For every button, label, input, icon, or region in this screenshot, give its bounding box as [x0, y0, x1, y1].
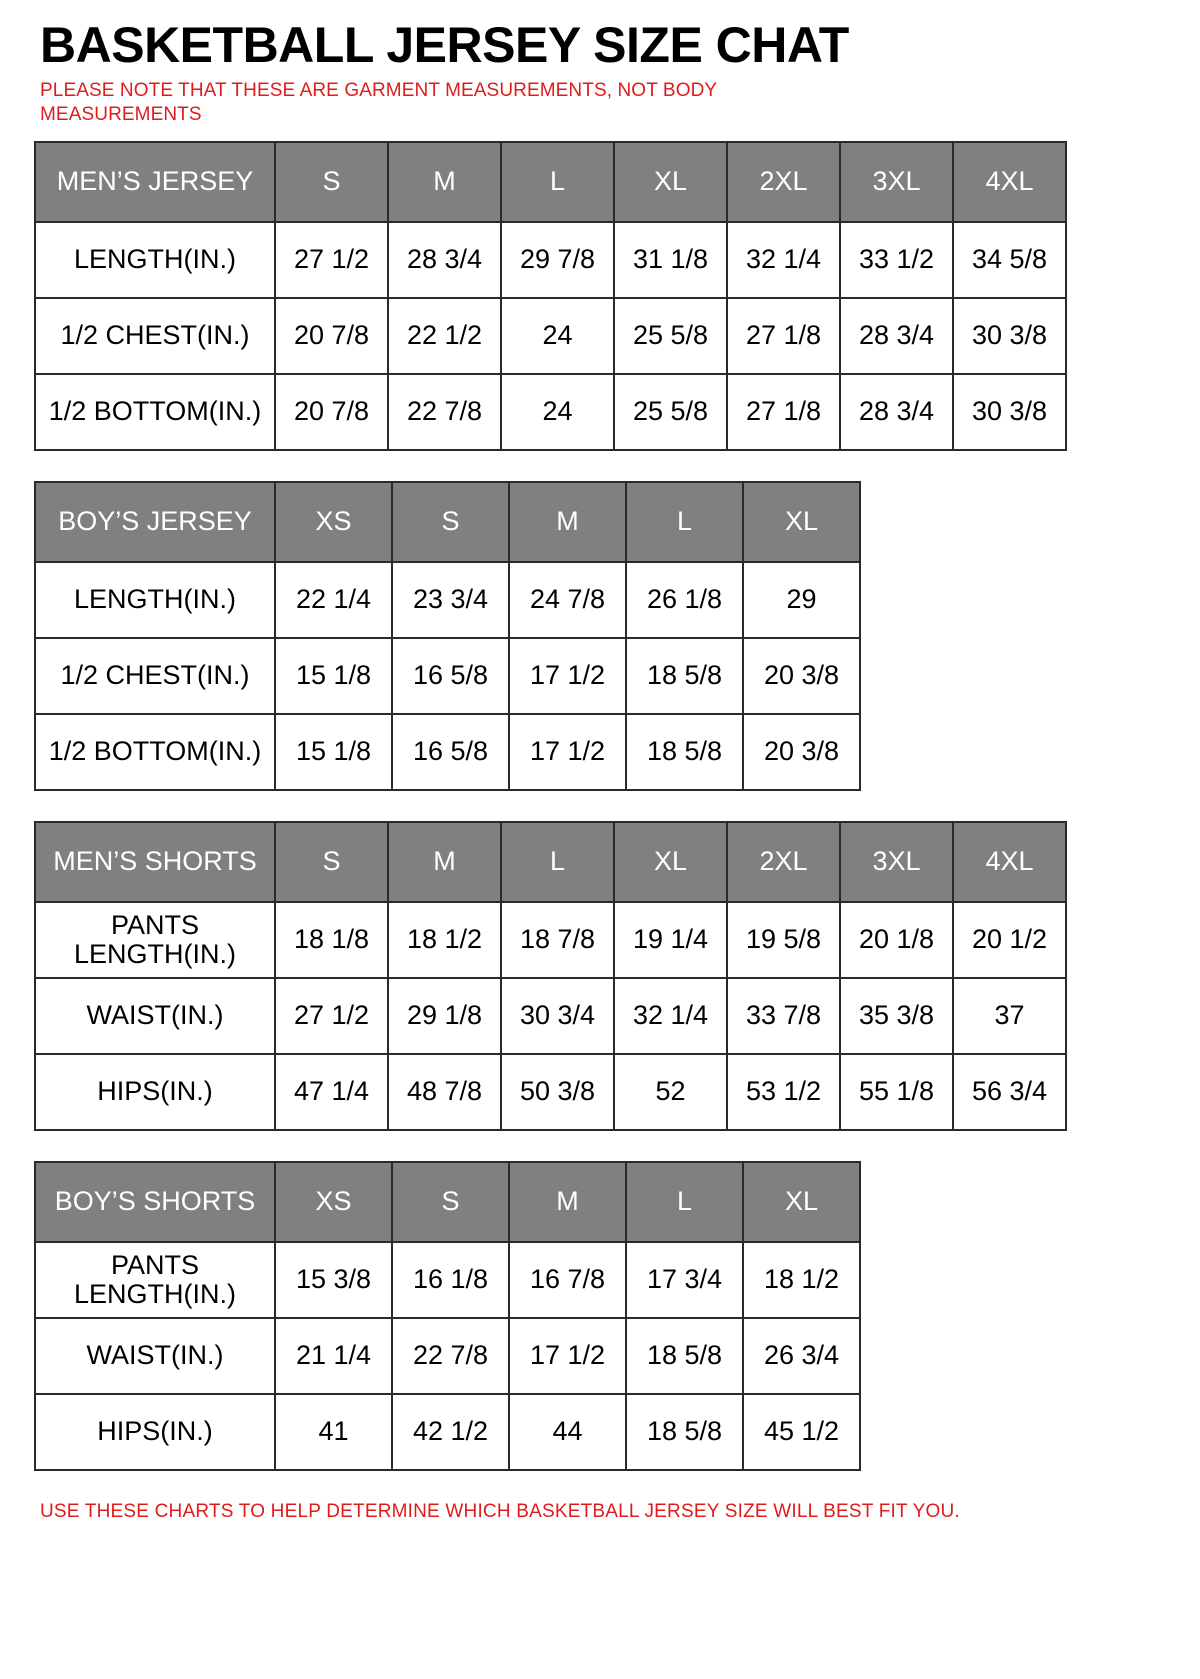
measurement-value: 17 1/2 — [509, 714, 626, 790]
measurement-label: LENGTH(IN.) — [35, 222, 275, 298]
measurement-label: 1/2 CHEST(IN.) — [35, 638, 275, 714]
table-row — [35, 1318, 860, 1394]
measurement-note: PLEASE NOTE THAT THESE ARE GARMENT MEASUREMENTS, NOT BODY MEASUREMENTS — [40, 80, 717, 125]
measurement-value: 18 5/8 — [626, 1318, 743, 1394]
table-header-row — [35, 142, 1066, 222]
measurement-label: PANTS LENGTH(IN.) — [35, 1242, 275, 1318]
table-row — [35, 374, 1066, 450]
size-header-cell: M — [388, 822, 501, 902]
measurement-value: 35 3/8 — [840, 978, 953, 1054]
measurement-value: 18 1/8 — [275, 902, 388, 978]
size-header-cell: S — [392, 1162, 509, 1242]
size-header-cell: 4XL — [953, 822, 1066, 902]
table-header-row — [35, 1162, 860, 1242]
table-title-cell: MEN’S JERSEY — [35, 142, 275, 222]
size-header-cell: S — [392, 482, 509, 562]
measurement-value: 42 1/2 — [392, 1394, 509, 1470]
measurement-value: 30 3/8 — [953, 374, 1066, 450]
measurement-value: 26 1/8 — [626, 562, 743, 638]
measurement-label: 1/2 BOTTOM(IN.) — [35, 714, 275, 790]
measurement-label: PANTS LENGTH(IN.) — [35, 902, 275, 978]
measurement-value: 48 7/8 — [388, 1054, 501, 1130]
table-row — [35, 714, 860, 790]
size-header-cell: XL — [614, 142, 727, 222]
measurement-value: 32 1/4 — [614, 978, 727, 1054]
size-header-cell: XS — [275, 1162, 392, 1242]
measurement-label: 1/2 CHEST(IN.) — [35, 298, 275, 374]
footer-note: USE THESE CHARTS TO HELP DETERMINE WHICH BASKETBALL JERSEY SIZE WILL BEST FIT YOU. — [40, 1500, 960, 1522]
measurement-value: 20 3/8 — [743, 714, 860, 790]
measurement-value: 45 1/2 — [743, 1394, 860, 1470]
measurement-value: 24 7/8 — [509, 562, 626, 638]
measurement-value: 19 1/4 — [614, 902, 727, 978]
table-row — [35, 902, 1066, 978]
size-header-cell: XL — [743, 482, 860, 562]
measurement-value: 22 7/8 — [392, 1318, 509, 1394]
measurement-value: 33 1/2 — [840, 222, 953, 298]
measurement-value: 16 5/8 — [392, 714, 509, 790]
table-row — [35, 298, 1066, 374]
measurement-value: 34 5/8 — [953, 222, 1066, 298]
measurement-value: 16 5/8 — [392, 638, 509, 714]
table-title-cell: MEN’S SHORTS — [35, 822, 275, 902]
measurement-value: 27 1/8 — [727, 298, 840, 374]
table-row — [35, 1242, 860, 1318]
measurement-value: 29 — [743, 562, 860, 638]
size-header-cell: S — [275, 822, 388, 902]
measurement-value: 29 7/8 — [501, 222, 614, 298]
measurement-value: 15 3/8 — [275, 1242, 392, 1318]
measurement-value: 55 1/8 — [840, 1054, 953, 1130]
size-header-cell: XL — [614, 822, 727, 902]
measurement-value: 23 3/4 — [392, 562, 509, 638]
table-row — [35, 1054, 1066, 1130]
size-header-cell: 2XL — [727, 822, 840, 902]
size-header-cell: L — [626, 1162, 743, 1242]
measurement-value: 53 1/2 — [727, 1054, 840, 1130]
measurement-value: 27 1/8 — [727, 374, 840, 450]
table-title-cell: BOY’S JERSEY — [35, 482, 275, 562]
size-header-cell: L — [501, 142, 614, 222]
measurement-value: 27 1/2 — [275, 978, 388, 1054]
measurement-value: 16 7/8 — [509, 1242, 626, 1318]
measurement-value: 24 — [501, 298, 614, 374]
measurement-value: 50 3/8 — [501, 1054, 614, 1130]
measurement-value: 24 — [501, 374, 614, 450]
table-mens-shorts — [34, 821, 1067, 1131]
measurement-value: 20 1/2 — [953, 902, 1066, 978]
measurement-label: WAIST(IN.) — [35, 1318, 275, 1394]
measurement-value: 18 1/2 — [743, 1242, 860, 1318]
measurement-label: 1/2 BOTTOM(IN.) — [35, 374, 275, 450]
measurement-value: 18 5/8 — [626, 714, 743, 790]
measurement-value: 22 7/8 — [388, 374, 501, 450]
measurement-value: 15 1/8 — [275, 714, 392, 790]
table-row — [35, 222, 1066, 298]
table-boys-shorts — [34, 1161, 861, 1471]
measurement-value: 16 1/8 — [392, 1242, 509, 1318]
measurement-value: 18 5/8 — [626, 638, 743, 714]
measurement-value: 15 1/8 — [275, 638, 392, 714]
measurement-label: HIPS(IN.) — [35, 1054, 275, 1130]
size-header-cell: XL — [743, 1162, 860, 1242]
size-header-cell: 3XL — [840, 142, 953, 222]
measurement-value: 41 — [275, 1394, 392, 1470]
measurement-value: 19 5/8 — [727, 902, 840, 978]
measurement-value: 20 1/8 — [840, 902, 953, 978]
measurement-value: 52 — [614, 1054, 727, 1130]
measurement-value: 26 3/4 — [743, 1318, 860, 1394]
measurement-value: 18 5/8 — [626, 1394, 743, 1470]
measurement-value: 20 7/8 — [275, 298, 388, 374]
table-title-cell: BOY’S SHORTS — [35, 1162, 275, 1242]
measurement-label: LENGTH(IN.) — [35, 562, 275, 638]
size-header-cell: 2XL — [727, 142, 840, 222]
measurement-value: 47 1/4 — [275, 1054, 388, 1130]
table-mens-jersey — [34, 141, 1067, 451]
measurement-value: 18 1/2 — [388, 902, 501, 978]
measurement-value: 25 5/8 — [614, 374, 727, 450]
size-header-cell: M — [509, 482, 626, 562]
table-row — [35, 562, 860, 638]
measurement-label: WAIST(IN.) — [35, 978, 275, 1054]
size-header-cell: M — [388, 142, 501, 222]
table-row — [35, 1394, 860, 1470]
measurement-label: HIPS(IN.) — [35, 1394, 275, 1470]
table-header-row — [35, 822, 1066, 902]
measurement-value: 30 3/8 — [953, 298, 1066, 374]
size-header-cell: 4XL — [953, 142, 1066, 222]
size-header-cell: S — [275, 142, 388, 222]
table-row — [35, 978, 1066, 1054]
measurement-value: 22 1/4 — [275, 562, 392, 638]
measurement-value: 20 3/8 — [743, 638, 860, 714]
size-header-cell: 3XL — [840, 822, 953, 902]
measurement-value: 44 — [509, 1394, 626, 1470]
measurement-value: 28 3/4 — [840, 298, 953, 374]
measurement-value: 33 7/8 — [727, 978, 840, 1054]
measurement-value: 32 1/4 — [727, 222, 840, 298]
measurement-value: 17 1/2 — [509, 1318, 626, 1394]
size-header-cell: M — [509, 1162, 626, 1242]
measurement-value: 27 1/2 — [275, 222, 388, 298]
size-tables-container — [34, 141, 1166, 1471]
measurement-value: 25 5/8 — [614, 298, 727, 374]
table-boys-jersey — [34, 481, 861, 791]
measurement-value: 29 1/8 — [388, 978, 501, 1054]
measurement-value: 17 1/2 — [509, 638, 626, 714]
measurement-value: 20 7/8 — [275, 374, 388, 450]
table-header-row — [35, 482, 860, 562]
measurement-value: 37 — [953, 978, 1066, 1054]
measurement-value: 18 7/8 — [501, 902, 614, 978]
measurement-value: 17 3/4 — [626, 1242, 743, 1318]
measurement-value: 30 3/4 — [501, 978, 614, 1054]
measurement-value: 22 1/2 — [388, 298, 501, 374]
page-title: BASKETBALL JERSEY SIZE CHAT — [40, 17, 849, 73]
measurement-value: 56 3/4 — [953, 1054, 1066, 1130]
size-header-cell: XS — [275, 482, 392, 562]
measurement-value: 28 3/4 — [840, 374, 953, 450]
size-header-cell: L — [626, 482, 743, 562]
measurement-value: 21 1/4 — [275, 1318, 392, 1394]
measurement-value: 31 1/8 — [614, 222, 727, 298]
table-row — [35, 638, 860, 714]
measurement-value: 28 3/4 — [388, 222, 501, 298]
size-header-cell: L — [501, 822, 614, 902]
